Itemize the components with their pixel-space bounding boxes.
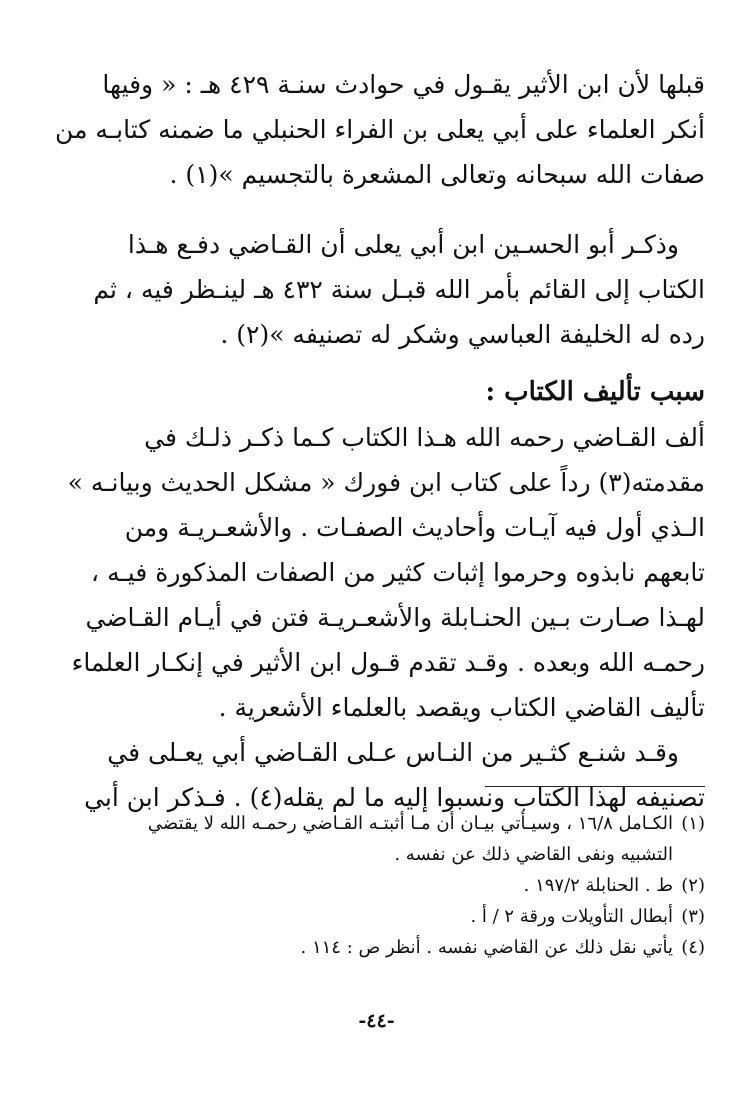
text-line: قبلها لأن ابن الأثير يقـول في حوادث سنـة ٤٢٩ هـ : « وفيها	[102, 70, 705, 99]
paragraph-3	[45, 415, 705, 730]
footnote-text: الكـامل ١٦/٨ ، وسيـأتي بيـان أن مـا أثبتـه القـاضي رحمـه الله لا يقتضي	[147, 813, 673, 834]
footnote-number: (١)	[681, 813, 705, 834]
text-line: الـذي أول فيه آيـات وأحاديث الصفـات . والأشعـريـة ومن	[124, 513, 705, 542]
text-line: تابعهم نابذوه وحرموا إثبات كثير من الصفات المذكورة فيـه ،	[91, 558, 705, 587]
text-line: وذكـر أبو الحسـين ابن أبي يعلى أن القـاضي دفـع هـذا	[127, 230, 679, 259]
text-line: تأليف القاضي الكتاب ويقصد بالعلماء الأشعرية .	[218, 693, 705, 722]
footnote-1	[45, 808, 705, 839]
footnote-text: ط . الحنابلة ١٩٧/٢ .	[523, 875, 673, 896]
footnote-number: (٤)	[681, 937, 705, 958]
text-line: رده له الخليفة العباسي وشكر له تصنيفه »(٢) .	[220, 320, 705, 349]
text-line: رحمـه الله وبعده . وقـد تقدم قـول ابن الأثير في إنكـار العلماء	[71, 648, 705, 677]
section-heading: سبب تأليف الكتاب :	[485, 377, 705, 407]
footnote-4	[45, 932, 705, 963]
footnote-2	[45, 870, 705, 901]
footnote-text: يأتي نقل ذلك عن القاضي نفسه . أنظر ص : ١١٤ .	[300, 937, 673, 958]
paragraph-1	[45, 62, 705, 197]
footnote-1-continuation: التشبيه ونفى القاضي ذلك عن نفسه .	[394, 844, 673, 865]
text-line: أنكر العلماء على أبي يعلى بن الفراء الحنبلي ما ضمنه كتابـه من	[55, 115, 705, 144]
footnote-number: (٣)	[681, 906, 705, 927]
footnote-3	[45, 901, 705, 932]
paragraph-2	[45, 222, 705, 357]
text-line: ألف القـاضي رحمه الله هـذا الكتاب كـما ذكـر ذلـك في	[144, 423, 705, 452]
text-line: وقـد شنـع كثـير من النـاس عـلى القـاضي أبي يعـلى في	[107, 738, 679, 767]
text-line: صفات الله سبحانه وتعالى المشعرة بالتجسيم »(١) .	[169, 160, 705, 189]
text-line: تصنيفه لهذا الكتاب ونسبوا إليه ما لم يقله(٤) . فـذكر ابن أبي	[84, 783, 705, 812]
footnote-text: أبطال التأويلات ورقة ٢ / أ .	[470, 906, 673, 927]
main-text	[45, 62, 705, 820]
text-line: مقدمته(٣) رداً على كتاب ابن فورك « مشكل الحديث وبيانـه »	[67, 468, 705, 497]
text-line: الكتاب إلى القائم بأمر الله قبـل سنة ٤٣٢ هـ لينـظر فيه ، ثم	[93, 275, 705, 304]
footnote-separator	[485, 786, 705, 787]
page-number: -٤٤-	[358, 1010, 395, 1032]
text-line: لهـذا صـارت بـين الحنـابلة والأشعـريـة فتن في أيـام القـاضي	[85, 603, 705, 632]
footnotes	[45, 808, 705, 963]
footnote-number: (٢)	[681, 875, 705, 896]
paragraph-4	[45, 730, 705, 820]
